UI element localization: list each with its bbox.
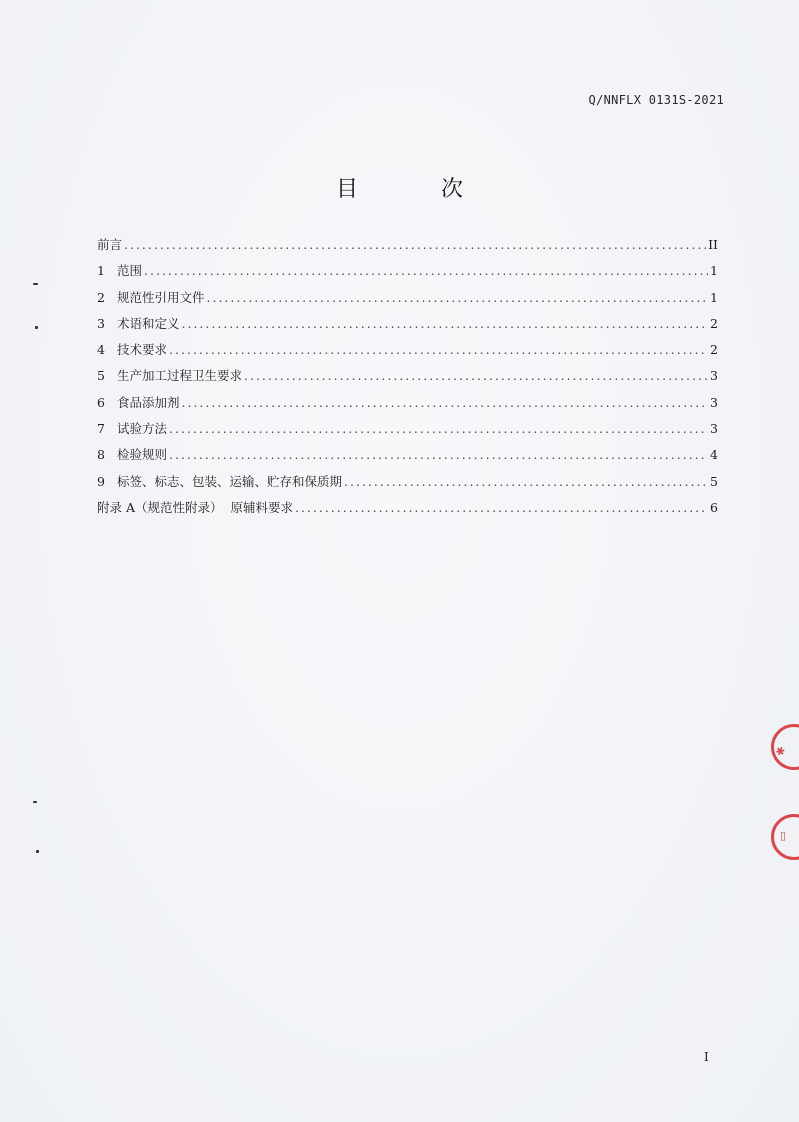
toc-entry-page: 6 — [710, 499, 718, 515]
toc-entry-number: 1 — [97, 263, 105, 279]
toc-leader-dots — [344, 474, 708, 489]
toc-entry-6[interactable] — [97, 393, 718, 419]
toc-leader-dots — [182, 316, 708, 331]
toc-leader-dots — [295, 500, 708, 515]
toc-leader-dots — [169, 421, 708, 436]
toc-entry-label: 规范性引用文件 — [117, 289, 205, 305]
toc-entry-label: 试验方法 — [117, 421, 168, 437]
toc-entry-number: 3 — [97, 315, 105, 331]
toc-leader-dots — [244, 368, 708, 383]
toc-entry-label: 范围 — [117, 263, 143, 279]
toc-entry-2[interactable] — [97, 288, 718, 314]
toc-leader-dots — [144, 263, 708, 278]
toc-entry-page: II — [708, 237, 718, 252]
toc-entry-preface[interactable] — [97, 235, 718, 261]
red-seal-stamp — [771, 814, 799, 860]
toc-leader-dots — [169, 447, 708, 462]
toc-entry-page: 2 — [710, 315, 718, 331]
toc-entry-4[interactable] — [97, 340, 718, 366]
toc-leader-dots — [182, 395, 708, 410]
toc-entry-8[interactable] — [97, 445, 718, 471]
toc-entry-page: 2 — [710, 342, 718, 358]
toc-entry-label: 技术要求 — [117, 342, 168, 358]
margin-mark — [33, 801, 37, 803]
toc-entry-label: 生产加工过程卫生要求 — [117, 368, 243, 384]
toc-leader-dots — [207, 290, 708, 305]
toc-leader-dots — [124, 237, 706, 252]
toc-entry-page: 4 — [710, 447, 718, 463]
toc-entry-number: 2 — [97, 289, 105, 305]
toc-entry-label: 术语和定义 — [117, 315, 180, 331]
toc-entry-page: 5 — [710, 473, 718, 489]
toc-entry-number: 4 — [97, 342, 105, 358]
toc-entry-label: 检验规则 — [117, 447, 168, 463]
table-of-contents — [97, 235, 718, 524]
toc-entry-page: 3 — [710, 421, 718, 437]
document-code: Q/NNFLX 0131S-2021 — [588, 93, 724, 107]
toc-entry-number: 7 — [97, 421, 105, 437]
toc-leader-dots — [169, 342, 708, 357]
toc-entry-page: 3 — [710, 394, 718, 410]
toc-entry-number: 8 — [97, 447, 105, 463]
toc-entry-label: 食品添加剂 — [117, 394, 180, 410]
toc-entry-page: 3 — [710, 368, 718, 384]
toc-entry-1[interactable] — [97, 261, 718, 287]
seal-fragment-icon: ✱ — [772, 743, 789, 760]
toc-entry-appendix-a[interactable] — [97, 498, 718, 524]
margin-mark — [33, 283, 38, 285]
toc-entry-3[interactable] — [97, 314, 718, 340]
margin-mark — [35, 326, 38, 329]
toc-entry-number: 6 — [97, 394, 105, 410]
toc-entry-7[interactable] — [97, 419, 718, 445]
toc-entry-9[interactable] — [97, 472, 718, 498]
toc-entry-label: 标签、标志、包装、运输、贮存和保质期 — [117, 473, 343, 489]
toc-entry-number: 5 — [97, 368, 105, 384]
toc-entry-page: 1 — [710, 263, 718, 279]
page-number: I — [704, 1050, 709, 1064]
toc-title: 目 次 — [336, 177, 501, 202]
margin-mark — [36, 850, 39, 853]
red-seal-stamp — [771, 724, 799, 770]
toc-entry-5[interactable] — [97, 366, 718, 392]
toc-entry-number: 9 — [97, 473, 105, 489]
toc-entry-label: 前言 — [97, 237, 123, 252]
toc-entry-page: 1 — [710, 289, 718, 305]
toc-entry-label: 附录 A（规范性附录） 原辅料要求 — [97, 499, 293, 515]
seal-fragment-icon: ▯ — [780, 829, 787, 842]
